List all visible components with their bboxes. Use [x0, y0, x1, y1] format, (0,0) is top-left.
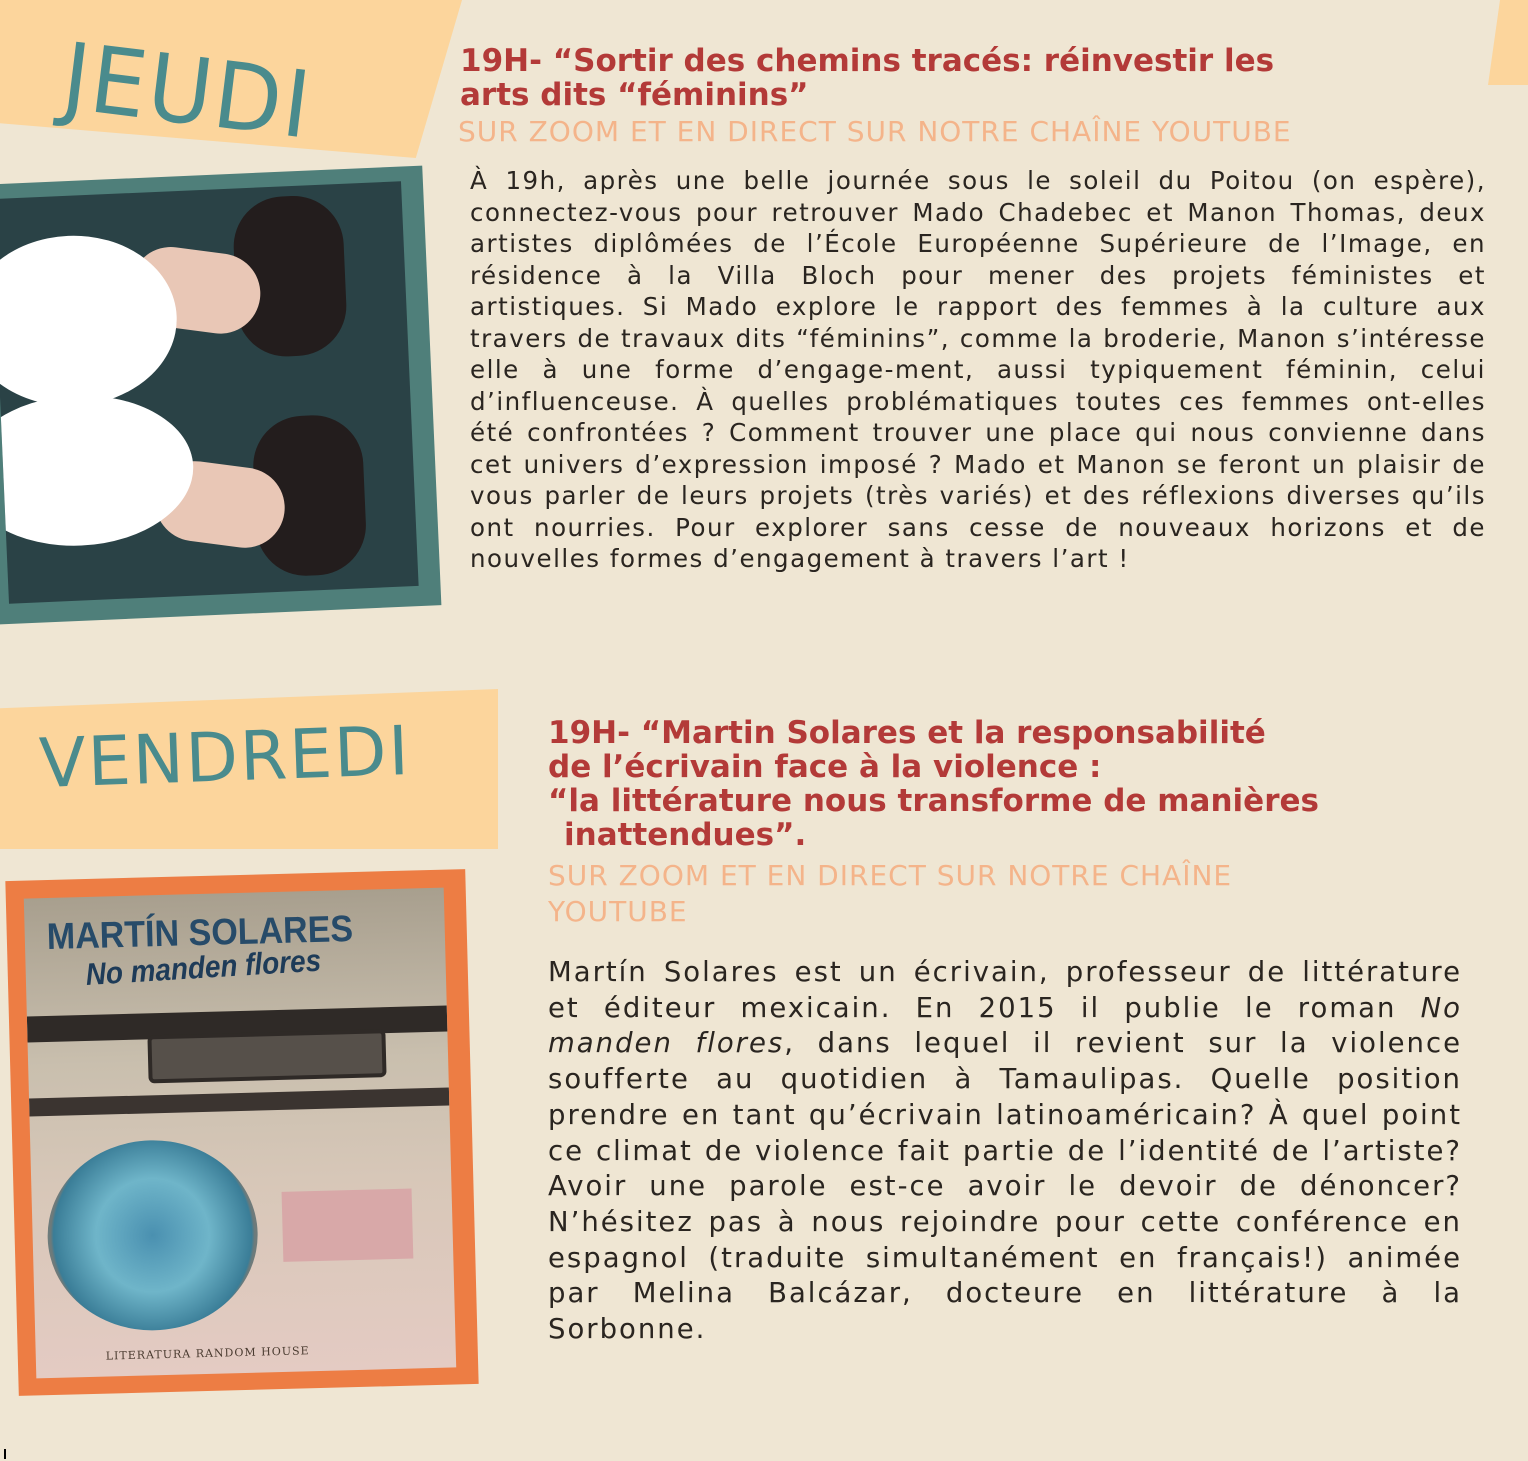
- vendredi-subtitle-line1: SUR ZOOM ET EN DIRECT SUR NOTRE CHAÎNE: [548, 859, 1233, 892]
- crop-mark: [4, 1449, 6, 1459]
- book-author: MARTÍN SOLARES: [46, 907, 354, 957]
- book-publisher: LITERATURA RANDOM HOUSE: [105, 1344, 310, 1363]
- dashboard-shape: [29, 1088, 449, 1117]
- jeudi-paragraph: À 19h, après une belle journée sous le soleil du Poitou (on espère), connectez-vous pour retrouver Mado Chadebec et Manon Thomas, deux artistes diplômées de l’École Européenne Supérieure de l’Image, en résidence à la Villa Bloch pour mener des projets féministes et artistiques. Si Mado explore le rapport des femmes à la culture aux travers de travaux dits “féminins”, comme la broderie, Manon s’intéresse elle à une forme d’engage-ment, aussi typiquement féminin, celui d’influenceuse. À quelles problématiques toutes ces femmes ont-elles été confrontées ? Comment trouver une place qui nous convienne dans cet univers d’expression imposé ? Mado et Manon se feront un plaisir de vous parler de leurs projets (très variés) et des réflexions diverses qu’ils ont nourries. Pour explorer sans cesse de nouveaux horizons et de nouvelles formes d’engagement à travers l’art !: [470, 166, 1486, 573]
- vendredi-title-line2: de l’écrivain face à la violence :: [548, 749, 1102, 785]
- vendredi-subtitle-line2: YOUTUBE: [548, 895, 688, 928]
- book-cover: [24, 888, 456, 1379]
- vendredi-subtitle: [548, 858, 1232, 930]
- vendredi-paragraph: [548, 955, 1462, 1348]
- vendredi-paragraph-italic: No manden flores: [548, 991, 1462, 1060]
- fan-shape: [45, 1138, 260, 1333]
- rearview-mirror: [147, 1029, 386, 1083]
- vendredi-title-line4: inattendues”.: [564, 817, 807, 853]
- vendredi-paragraph-post: , dans lequel il revient sur la violence soufferte au quotidien à Tamaulipas. Quelle position prendre en tant qu’écrivain latinoaméricain? À quel point ce climat de violence fait partie de l’identité de l’artiste? Avoir une parole est-ce avoir le devoir de dénoncer? N’hésitez pas à nous rejoindre pour cette conférence en espagnol (traduite simultanément en français!) animée par Melina Balcázar, docteure en littérature à la Sorbonne.: [548, 1027, 1462, 1346]
- vendredi-title-line1: 19H- “Martin Solares et la responsabilité: [548, 715, 1266, 751]
- vendredi-title-line3: “la littérature nous transforme de manières: [548, 783, 1319, 819]
- jeudi-day-title: JEUDI: [56, 22, 318, 160]
- jeudi-subtitle: SUR ZOOM ET EN DIRECT SUR NOTRE CHAÎNE YOUTUBE: [458, 115, 1292, 148]
- jeudi-title-line1: 19H- “Sortir des chemins tracés: réinvestir les: [460, 43, 1275, 79]
- artists-photo: [0, 181, 419, 603]
- book-title: No manden flores: [84, 942, 323, 992]
- building-shape: [282, 1189, 414, 1262]
- jeudi-event-title: [460, 44, 1520, 112]
- vendredi-paragraph-pre: Martín Solares est un écrivain, professeur de littérature et éditeur mexicain. En 2015 il publie le roman: [548, 956, 1462, 1024]
- jeudi-title-line2: arts dits “féminins”: [460, 77, 809, 113]
- vendredi-day-title: VENDREDI: [38, 712, 412, 804]
- vendredi-event-title: [548, 716, 1508, 852]
